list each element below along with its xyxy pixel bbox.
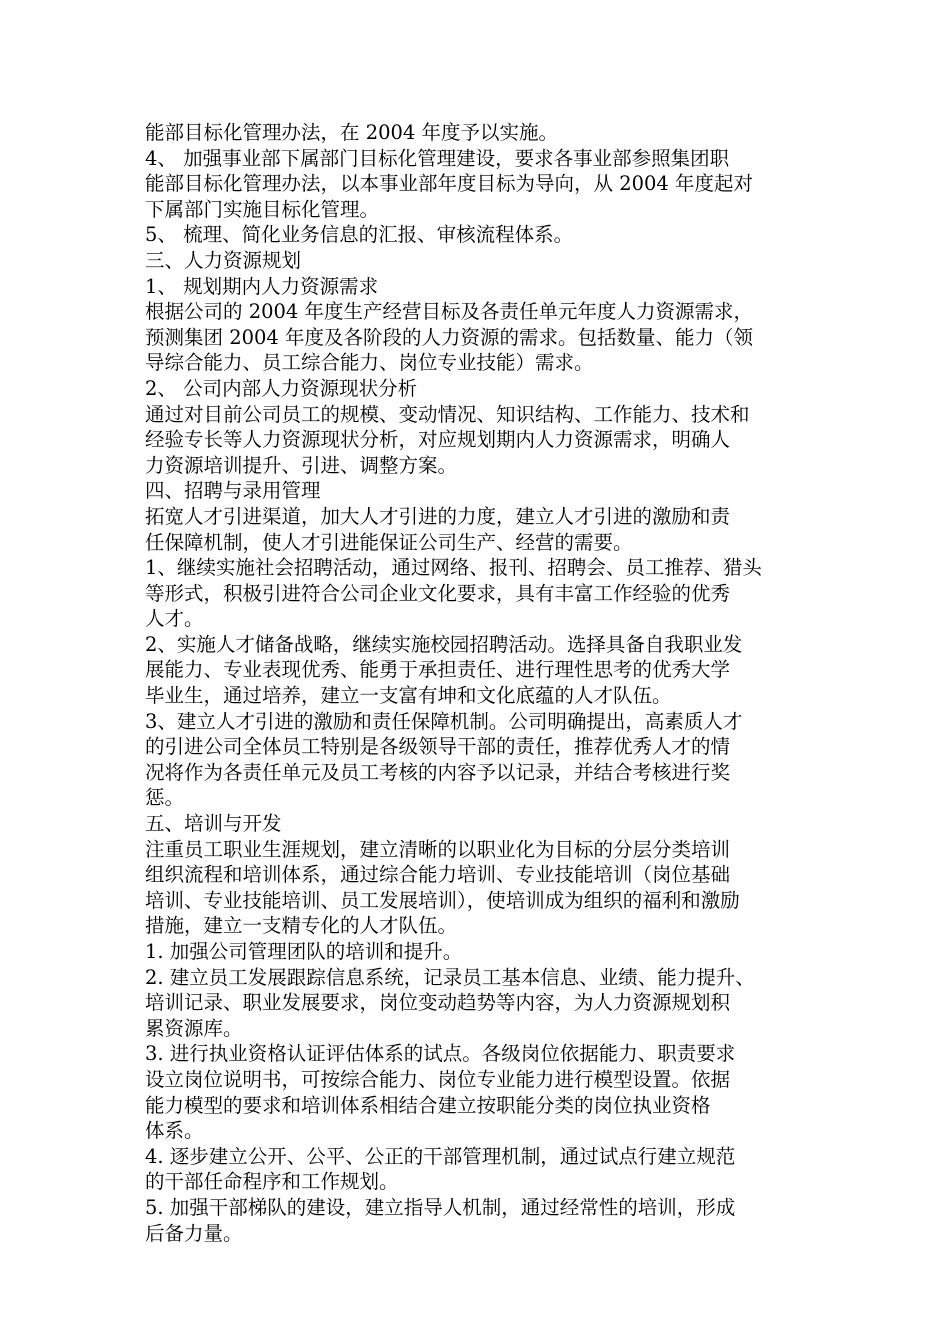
text-line: 力资源培训提升、引进、调整方案。: [145, 453, 458, 477]
text-line: 毕业生，通过培养，建立一支富有坤和文化底蕴的人才队伍。: [145, 684, 672, 708]
text-line: 的引进公司全体员工特别是各级领导干部的责任，推荐优秀人才的情: [145, 735, 731, 759]
text-line: 能部目标化管理办法，在 2004 年度予以实施。: [145, 121, 559, 144]
section-heading: 三、人力资源规划: [145, 248, 302, 272]
text-line: 2、实施人才储备战略，继续实施校园招聘活动。选择具备自我职业发: [145, 632, 743, 656]
text-line: 根据公司的 2004 年度生产经营目标及各责任单元年度人力资源需求，: [145, 300, 754, 324]
text-line: 2. 建立员工发展跟踪信息系统，记录员工基本信息、业绩、能力提升、: [145, 965, 755, 989]
text-line: 组织流程和培训体系，通过综合能力培训、专业技能培训（岗位基础: [145, 863, 731, 887]
text-line: 任保障机制，使人才引进能保证公司生产、经营的需要。: [145, 530, 633, 554]
text-line: 1. 加强公司管理团队的培训和提升。: [145, 940, 463, 963]
text-line: 导综合能力、员工综合能力、岗位专业技能）需求。: [145, 351, 594, 375]
text-line: 4. 逐步建立公开、公平、公正的干部管理机制，通过试点行建立规范: [145, 1144, 736, 1168]
text-line: 预测集团 2004 年度及各阶段的人力资源的需求。包括数量、能力（领: [145, 325, 754, 349]
text-line: 培训记录、职业发展要求，岗位变动趋势等内容，为人力资源规划积: [145, 991, 731, 1015]
text-line: 经验专长等人力资源现状分析，对应规划期内人力资源需求，明确人: [145, 428, 731, 452]
text-line: 3、建立人才引进的激励和责任保障机制。公司明确提出，高素质人才: [145, 709, 743, 733]
text-line: 后备力量。: [145, 1221, 243, 1245]
text-line: 体系。: [145, 1119, 204, 1143]
text-line: 的干部任命程序和工作规划。: [145, 1170, 399, 1194]
text-line: 人才。: [145, 607, 204, 631]
subsection-heading: 2、 公司内部人力资源现状分析: [145, 376, 418, 400]
document-body: [145, 120, 825, 1246]
section-heading: 四、招聘与录用管理: [145, 479, 321, 503]
subsection-heading: 1、 规划期内人力资源需求: [145, 274, 379, 298]
text-line: 措施，建立一支精专化的人才队伍。: [145, 914, 458, 938]
text-line: 下属部门实施目标化管理。: [145, 197, 380, 221]
text-line: 5、 梳理、简化业务信息的汇报、审核流程体系。: [145, 223, 574, 247]
text-line: 况将作为各责任单元及员工考核的内容予以记录，并结合考核进行奖: [145, 760, 731, 784]
text-line: 通过对目前公司员工的规模、变动情况、知识结构、工作能力、技术和: [145, 402, 750, 426]
text-line: 累资源库。: [145, 1016, 243, 1040]
text-line: 能部目标化管理办法，以本事业部年度目标为导向，从 2004 年度起对: [145, 172, 754, 196]
text-line: 惩。: [145, 786, 185, 810]
section-heading: 五、培训与开发: [145, 812, 282, 836]
text-line: 设立岗位说明书，可按综合能力、岗位专业能力进行模型设置。依据: [145, 1067, 731, 1091]
text-line: 3. 进行执业资格认证评估体系的试点。各级岗位依据能力、职责要求: [145, 1042, 736, 1066]
text-line: 展能力、专业表现优秀、能勇于承担责任、进行理性思考的优秀大学: [145, 658, 731, 682]
text-line: 能力模型的要求和培训体系相结合建立按职能分类的岗位执业资格: [145, 1093, 711, 1117]
text-line: 拓宽人才引进渠道，加大人才引进的力度，建立人才引进的激励和责: [145, 504, 731, 528]
text-line: 1、继续实施社会招聘活动，通过网络、报刊、招聘会、员工推荐、猎头: [145, 556, 762, 580]
text-line: 4、 加强事业部下属部门目标化管理建设，要求各事业部参照集团职: [145, 146, 730, 170]
text-line: 培训、专业技能培训、员工发展培训），使培训成为组织的福利和激励: [145, 888, 740, 912]
text-line: 等形式，积极引进符合公司企业文化要求，具有丰富工作经验的优秀: [145, 581, 731, 605]
text-line: 注重员工职业生涯规划，建立清晰的以职业化为目标的分层分类培训: [145, 837, 731, 861]
text-line: 5. 加强干部梯队的建设，建立指导人机制，通过经常性的培训，形成: [145, 1195, 736, 1219]
